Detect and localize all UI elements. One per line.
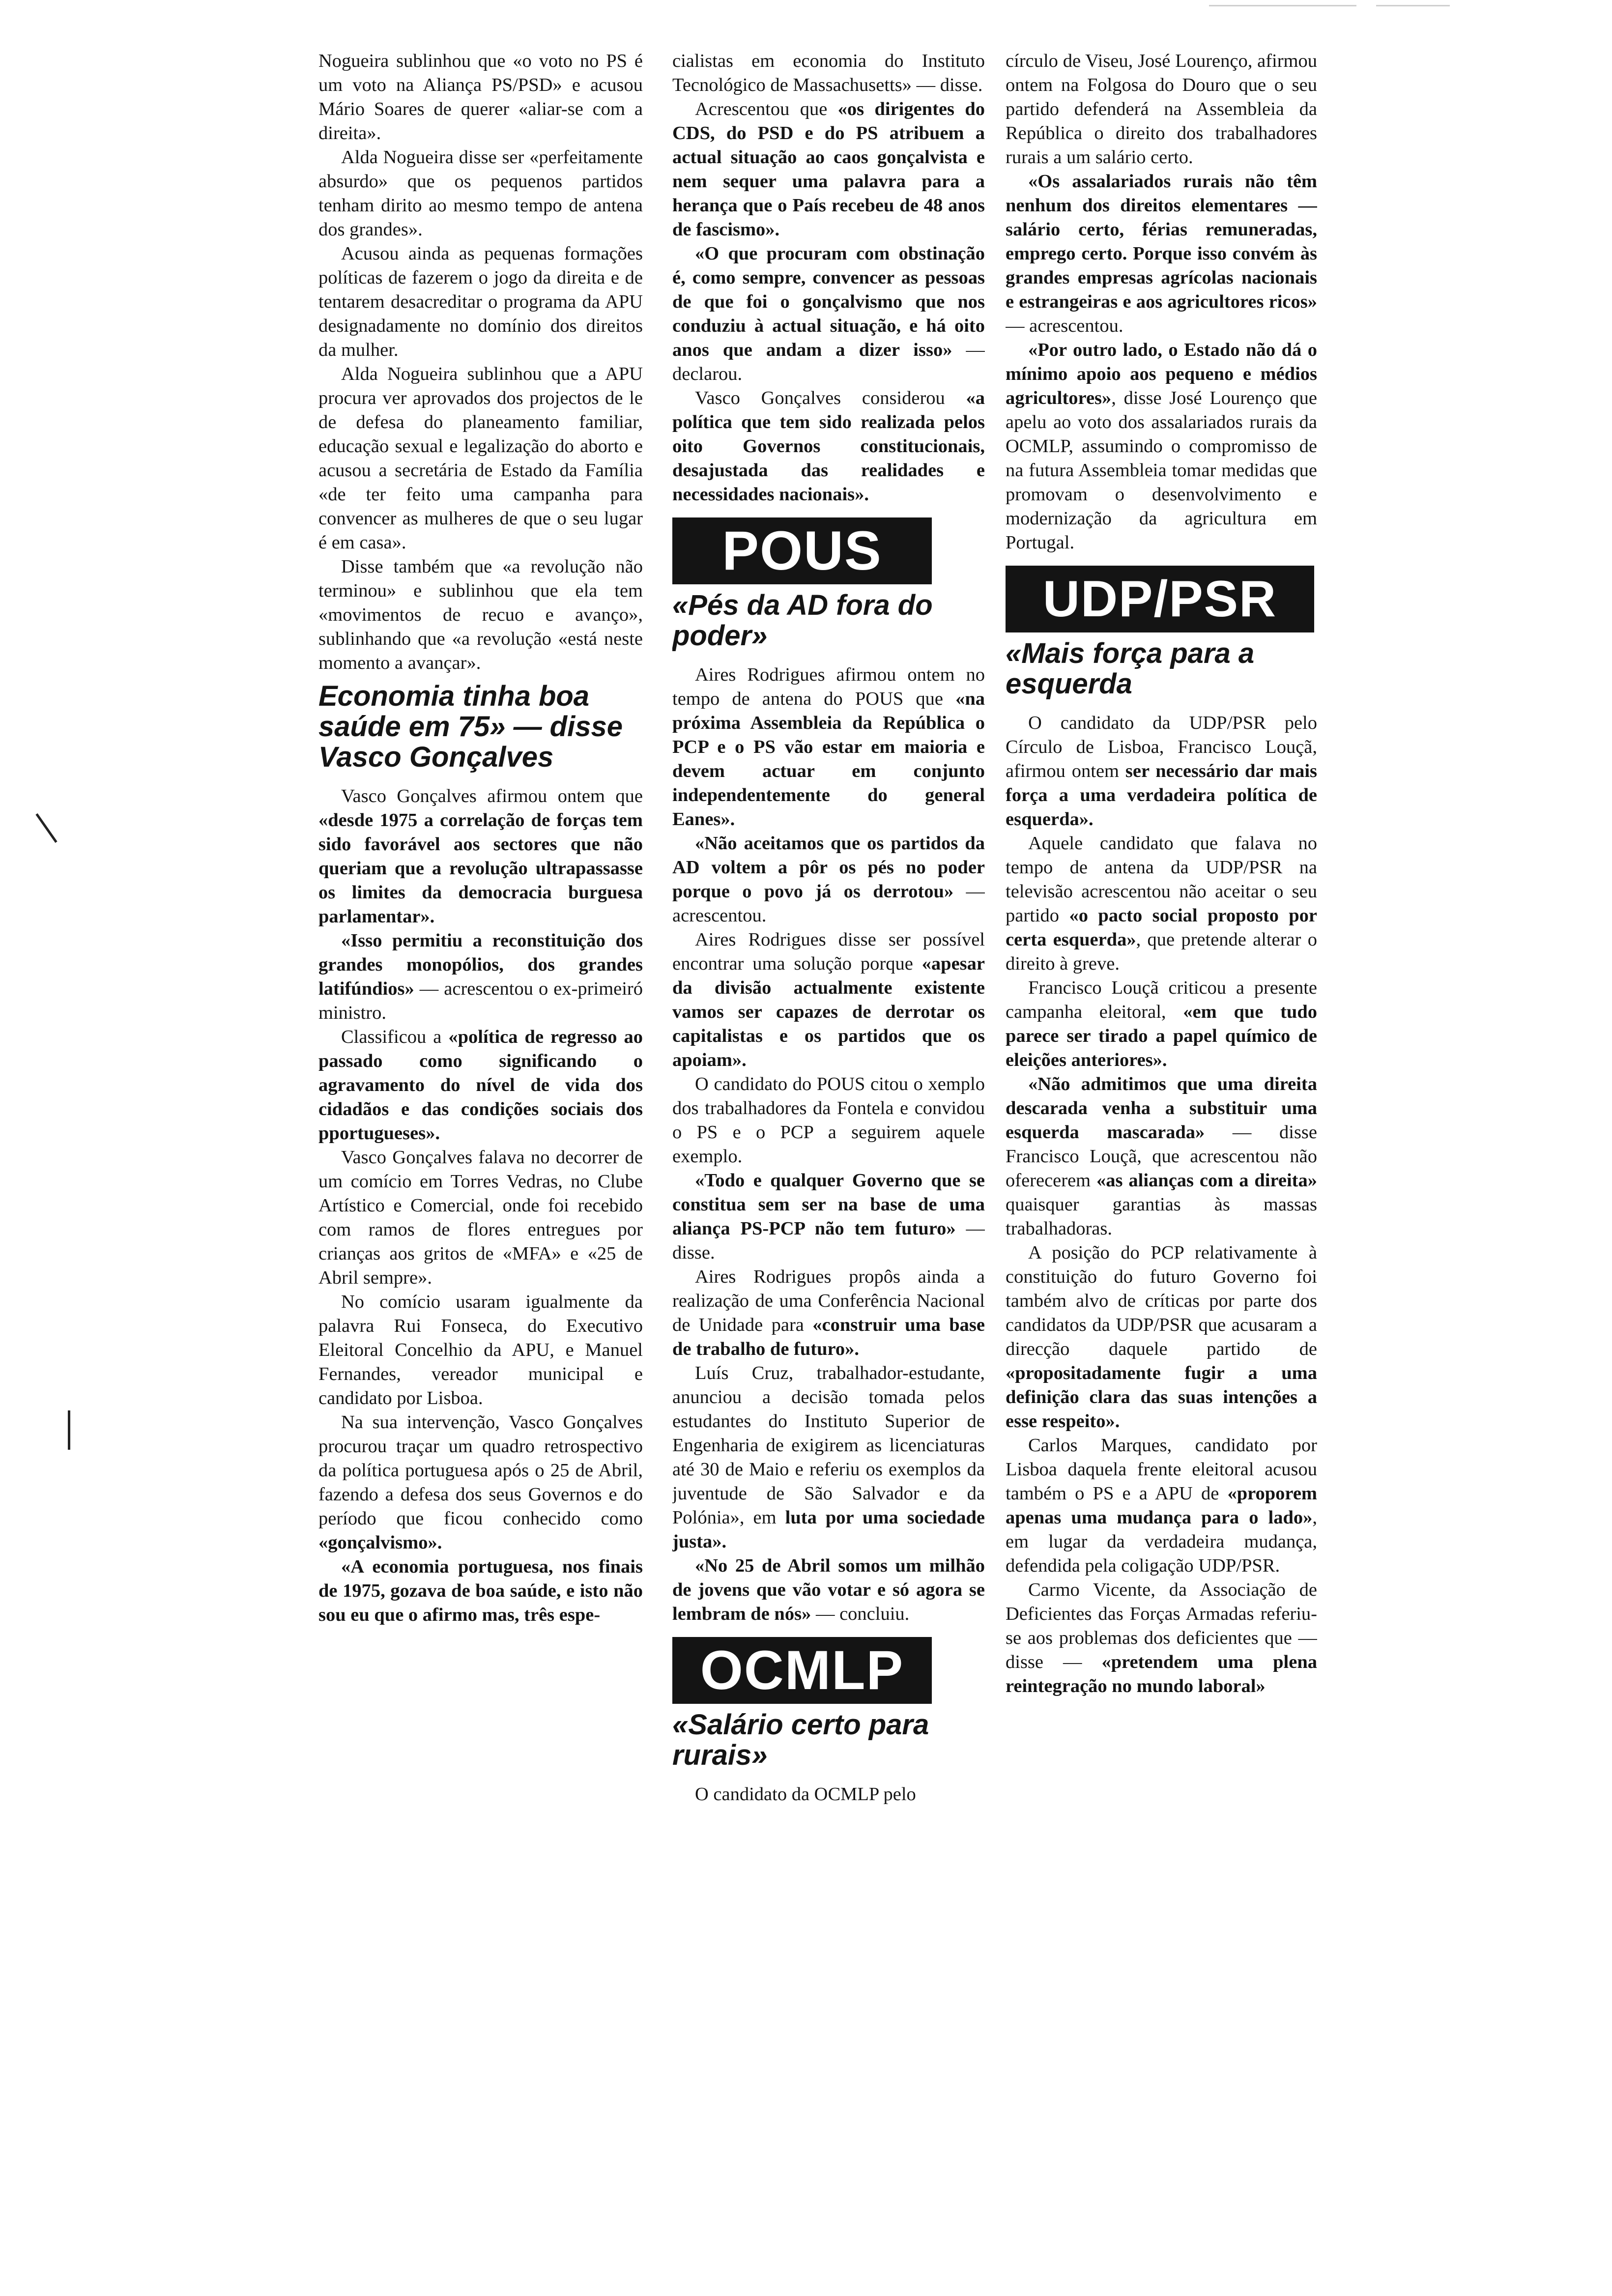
paragraph <box>1006 1241 1317 1434</box>
bold-quote: «O que procuram com obstinação é, como sempre, convencer as pessoas de que foi o gonçalvismo que nos conduziu à actual situação, e há oito anos que andam a dizer isso» <box>672 243 985 360</box>
bold-quote: «desde 1975 a correlação de forças tem sido favorável aos sectores que não queriam que a revolução ultrapassasse os limites da democracia burguesa parlamentar». <box>318 810 643 927</box>
text: Francisco Louçã criticou a presente campanha eleitoral, <box>1006 977 1317 1022</box>
text: — declarou. <box>672 340 985 384</box>
paragraph <box>318 1410 643 1555</box>
bold-quote: «Não aceitamos que os partidos da AD voltem a pôr os pés no poder porque o povo já os derrotou» <box>672 833 985 902</box>
text: Vasco Gonçalves afirmou ontem que <box>341 786 643 806</box>
paragraph <box>672 1361 985 1554</box>
text: , disse José Lourenço que apelu ao voto dos assalariados rurais da OCMLP, assumindo o compromisso de na futura Assembleia tomar medidas que promovam o desenvolvimento e modernização da agricultura em Portugal. <box>1006 388 1317 553</box>
bold-quote: «propositadamente fugir a uma definição clara das suas intenções a esse respeito». <box>1006 1363 1317 1432</box>
section-headline: «Pés da AD fora do poder» <box>672 589 933 652</box>
paragraph: Alda Nogueira sublinhou que a APU procura ver aprovados dos projectos de le de defesa do planeamento familiar, educação sexual e legalização do aborto e acusou a secretária de Estado da Família «de ter feito uma campanha para convencer as mulheres de que o seu lugar é em casa». <box>318 364 643 553</box>
paragraph: Disse também que «a revolução não terminou» e sublinhou que ela tem «movimentos de recuo e avanço», sublinhando que «a revolução «está neste momento a avançar». <box>318 556 643 673</box>
bold-quote: «o pacto social proposto por certa esquerda» <box>1006 905 1317 950</box>
column-3 <box>1006 49 1317 2267</box>
paragraph: Alda Nogueira disse ser «perfeitamente absurdo» que os pequenos partidos tenham dirito ao mesmo tempo de antena dos grandes». <box>318 147 643 240</box>
bold-quote: «Todo e qualquer Governo que se constitua sem ser na base de uma aliança PS-PCP não tem futuro» <box>672 1170 985 1239</box>
text: Aquele candidato que falava no tempo de antena da UDP/PSR na televisão acrescentou não aceitar o seu partido <box>1006 833 1317 926</box>
party-banner-pous: POUS <box>672 517 932 584</box>
section-headline: Economia tinha boa saúde em 75» — disse Vasco Gonçalves <box>318 680 623 773</box>
text: Na sua intervenção, Vasco Gonçalves procurou traçar um quadro retrospectivo da política portuguesa após o 25 de Abril, fazendo a defesa dos seus Governos e do período que ficou conhecido como <box>318 1412 643 1529</box>
paragraph <box>1006 711 1317 832</box>
text: Aires Rodrigues disse ser possível encontrar uma solução porque <box>672 929 985 974</box>
bold-quote: «em que tudo parece ser tirado a papel químico de eleições anteriores». <box>1006 1002 1317 1070</box>
paragraph <box>672 663 985 832</box>
bold-quote: «pretendem uma plena reintegração no mundo laboral» <box>1006 1652 1317 1696</box>
paragraph: círculo de Viseu, José Lourenço, afirmou ontem na Folgosa do Douro que o seu partido defenderá na Assembleia da República o direito dos trabalhadores rurais a um salário certo. <box>1006 51 1317 168</box>
paragraph <box>1006 976 1317 1072</box>
text: Luís Cruz, trabalhador-estudante, anunciou a decisão tomada pelos estudantes do Instituto Superior de Engenharia de exigirem as licenciaturas até 30 de Maio e referiu os exemplos da juventude de São Salvador e da Polónia», em <box>672 1363 985 1528</box>
column-1 <box>318 49 643 2267</box>
column-2 <box>672 49 985 2267</box>
text: — disse. <box>672 1218 985 1263</box>
text: Vasco Gonçalves considerou <box>695 388 966 408</box>
paragraph: O candidato da OCMLP pelo <box>695 1784 916 1805</box>
party-banner-ocmlp: OCMLP <box>672 1637 932 1704</box>
paragraph <box>318 929 643 1025</box>
paragraph <box>672 1554 985 1626</box>
text: , que pretende alterar o direito à greve. <box>1006 929 1317 974</box>
paragraph <box>672 242 985 386</box>
paragraph <box>1006 1072 1317 1241</box>
bold-quote: «na próxima Assembleia da República o PCP e o PS vão estar em maioria e devem actuar em conjunto independentemente do general Eanes». <box>672 689 985 830</box>
scan-mark-left-2 <box>68 1410 70 1450</box>
text: — acrescentou. <box>1006 316 1123 336</box>
scan-mark-left <box>35 813 57 843</box>
bold-quote: «Os assalariados rurais não têm nenhum dos direitos elementares — salário certo, férias remuneradas, emprego certo. Porque isso convém às grandes empresas agrícolas nacionais e estrangeiras e aos agricultores ricos» <box>1006 171 1317 312</box>
paragraph <box>1006 170 1317 338</box>
text: Aires Rodrigues propôs ainda a realização de uma Conferência Nacional de Unidade para <box>672 1266 985 1335</box>
bold-quote: «Não admitimos que uma direita descarada venha a substituir uma esquerda mascarada» <box>1006 1074 1317 1143</box>
paragraph <box>1006 338 1317 555</box>
text: , em lugar da verdadeira mudança, defendida pela coligação UDP/PSR. <box>1006 1507 1317 1576</box>
text: A posição do PCP relativamente à constituição do futuro Governo foi também alvo de críticas por parte dos candidatos da UDP/PSR que acusaram a direcção daquele partido de <box>1006 1242 1317 1359</box>
text: Classificou a <box>341 1027 449 1047</box>
scan-edge-line-2 <box>1376 5 1450 6</box>
paragraph <box>318 784 643 929</box>
text: Carlos Marques, candidato por Lisboa daquela frente eleitoral acusou também o PS e a APU de <box>1006 1435 1317 1504</box>
bold-quote: «Por outro lado, o Estado não dá o mínimo apoio aos pequeno e médios agricultores» <box>1006 340 1317 408</box>
bold-quote: luta por uma sociedade justa». <box>672 1507 985 1552</box>
bold-quote: «política de regresso ao passado como significando o agravamento do nível de vida dos cidadãos e das condições sociais dos pportugueses». <box>318 1027 643 1144</box>
text: — acrescentou o ex-primeiró ministro. <box>318 978 643 1023</box>
paragraph <box>672 97 985 242</box>
section-headline: «Salário certo para rurais» <box>672 1709 929 1771</box>
bold-quote: «os dirigentes do CDS, do PSD e do PS atribuem a actual situação ao caos gonçalvista e nem sequer uma palavra para a herança que o País recebeu de 48 anos de fascismo». <box>672 99 985 240</box>
paragraph <box>672 832 985 928</box>
bold-quote: ser necessário dar mais força a uma verdadeira política de esquerda». <box>1006 761 1317 830</box>
bold-quote: «apesar da divisão actualmente existente vamos ser capazes de derrotar os capitalistas e os partidos que os apoiam». <box>672 953 985 1070</box>
bold-quote: «construir uma base de trabalho de futuro». <box>672 1315 985 1359</box>
text: Carmo Vicente, da Associação de Deficientes das Forças Armadas referiu-se aos problemas dos deficientes que — disse — <box>1006 1579 1317 1672</box>
paragraph: Acusou ainda as pequenas formações políticas de fazerem o jogo da direita e de tentarem desacreditar o programa da APU designadamente no domínio dos direitos da mulher. <box>318 243 643 360</box>
bold-quote: «as alianças com a direita» <box>1096 1170 1317 1191</box>
bold-quote: «gonçalvismo». <box>318 1532 442 1553</box>
paragraph <box>672 928 985 1072</box>
paragraph <box>318 1025 643 1146</box>
scan-edge-line <box>1209 5 1356 6</box>
text: — acrescentou. <box>672 881 985 926</box>
section-headline: «Mais força para a esquerda <box>1006 637 1255 700</box>
bold-quote: «No 25 de Abril somos um milhão de jovens que vão votar e só agora se lembram de nós» <box>672 1555 985 1624</box>
text: quaisquer garantias às massas trabalhadoras. <box>1006 1194 1317 1239</box>
paragraph <box>1006 1434 1317 1578</box>
bold-quote: «Isso permitiu a reconstituição dos grandes monopólios, dos grandes latifúndios» <box>318 930 643 999</box>
paragraph <box>672 386 985 507</box>
paragraph: cialistas em economia do Instituto Tecnológico de Massachusetts» — disse. <box>672 51 985 95</box>
text: Aires Rodrigues afirmou ontem no tempo de antena do POUS que <box>672 664 985 709</box>
paragraph <box>672 1169 985 1265</box>
party-banner-udp-psr: UDP/PSR <box>1006 566 1314 632</box>
paragraph <box>1006 1578 1317 1698</box>
text: O candidato da UDP/PSR pelo Círculo de Lisboa, Francisco Louçã, afirmou ontem <box>1006 713 1317 781</box>
paragraph: Vasco Gonçalves falava no decorrer de um comício em Torres Vedras, no Clube Artístico e Comercial, onde foi recebido com ramos de flores entregues por crianças aos gritos de «MFA» e «25 de Abril sempre». <box>318 1147 643 1288</box>
paragraph: No comício usaram igualmente da palavra Rui Fonseca, do Executivo Eleitoral Concelhio da APU, e Manuel Fernandes, vereador municipal e candidato por Lisboa. <box>318 1292 643 1408</box>
text: Acrescentou que <box>695 99 838 119</box>
bold-quote: «proporem apenas uma mudança para o lado» <box>1006 1483 1317 1528</box>
paragraph <box>672 1265 985 1361</box>
paragraph <box>1006 832 1317 976</box>
text: — concluiu. <box>811 1604 910 1624</box>
paragraph: Nogueira sublinhou que «o voto no PS é um voto na Aliança PS/PSD» e acusou Mário Soares de querer «aliar-se com a direita». <box>318 51 643 144</box>
paragraph: O candidato do POUS citou o xemplo dos trabalhadores da Fontela e convidou o PS e o PCP a seguirem aquele exemplo. <box>672 1074 985 1167</box>
text: — disse Francisco Louçã, que acrescentou não oferecerem <box>1006 1122 1317 1191</box>
paragraph <box>318 1555 643 1627</box>
bold-quote: «a política que tem sido realizada pelos oito Governos constitucionais, desajustada das realidades e necessidades nacionais». <box>672 388 985 505</box>
bold-quote: «A economia portuguesa, nos finais de 1975, gozava de boa saúde, e isto não sou eu que o afirmo mas, três espe- <box>318 1556 643 1625</box>
